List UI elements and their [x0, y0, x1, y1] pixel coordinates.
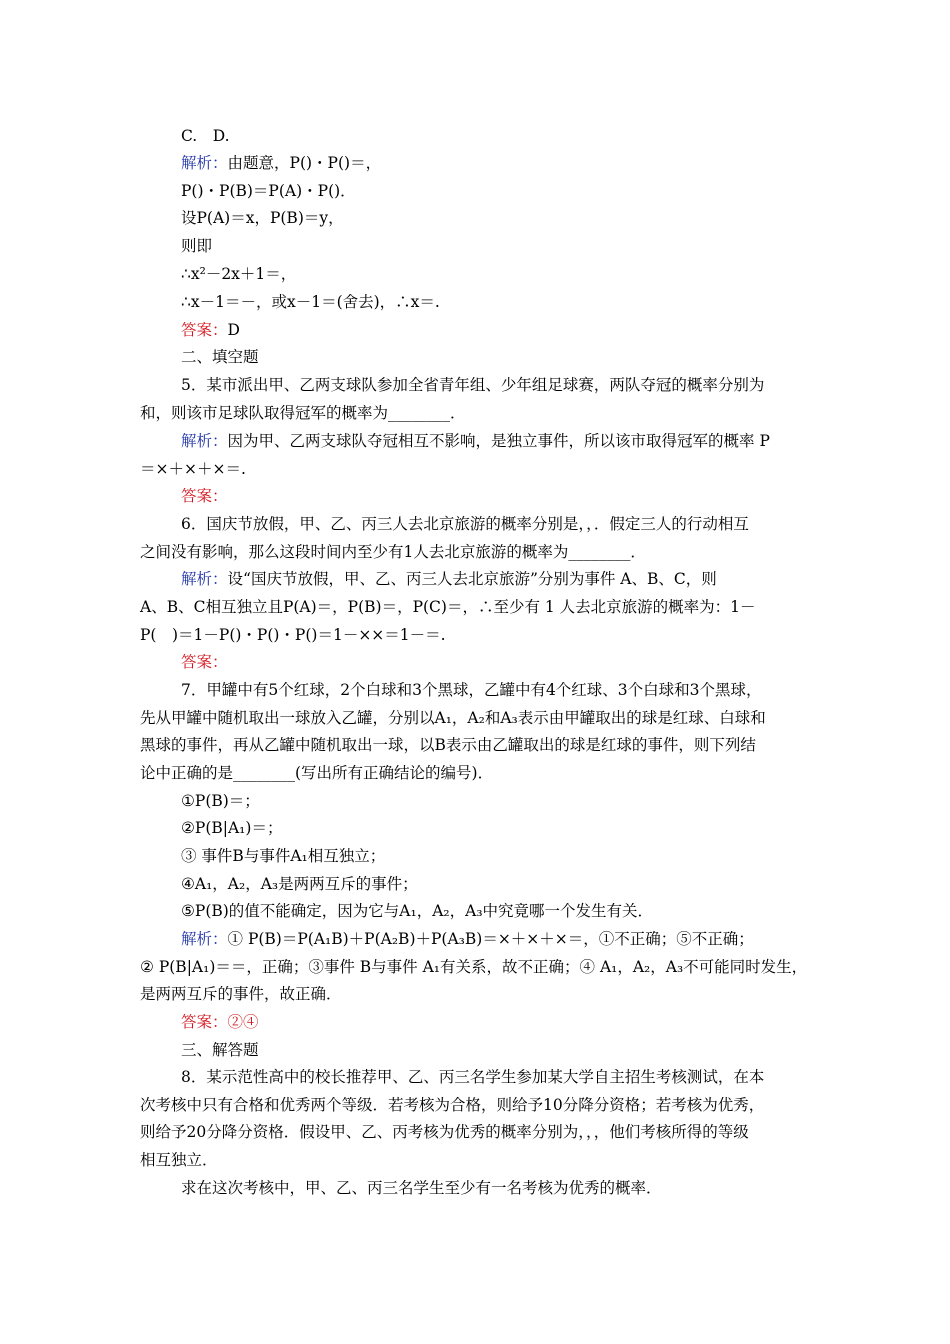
q8-stem-line-4: 相互独立． [140, 1151, 218, 1169]
q6-stem-line-1: 6．国庆节放假，甲、乙、丙三人去北京旅游的概率分别是，，．假定三人的行动相互 [181, 515, 749, 533]
q4-solution-line-2: P()・P(B)＝P(A)・P()． [181, 182, 356, 200]
q7-option-2: ②P(B|A₁)＝； [181, 819, 283, 837]
q4-solution-line-3: 设P(A)＝x，P(B)＝y， [181, 209, 344, 227]
q4-solution-line-4: 则即 [181, 237, 213, 255]
q7-answer: 答案：②④ [181, 1013, 259, 1031]
q7-stem-line-2: 先从甲罐中随机取出一球放入乙罐，分别以A₁，A₂和A₃表示由甲罐取出的球是红球、白球和 [140, 709, 766, 727]
q7-option-3: ③ 事件B与事件A₁相互独立； [181, 847, 386, 865]
q4-solution-line-6: ∴x－1＝－，或x－1＝(舍去)，∴x＝. [181, 293, 440, 311]
q8-stem-line-2: 次考核中只有合格和优秀两个等级．若考核为合格，则给予10分降分资格；若考核为优秀， [140, 1096, 765, 1114]
q5-stem-line-1: 5．某市派出甲、乙两支球队参加全省青年组、少年组足球赛，两队夺冠的概率分别为 [181, 376, 765, 394]
q5-stem-line-2: 和，则该市足球队取得冠军的概率为________． [140, 404, 466, 422]
q7-option-4: ④A₁，A₂，A₃是两两互斥的事件； [181, 875, 418, 893]
q5-solution-line-2: ＝×＋×＋×＝. [140, 460, 246, 478]
solution-label: 解析： [181, 930, 228, 948]
answer-label: 答案： [181, 1013, 228, 1031]
answer-label: 答案： [181, 321, 228, 339]
q8-stem-line-5: 求在这次考核中，甲、乙、丙三名学生至少有一名考核为优秀的概率． [181, 1179, 662, 1197]
q4-answer: 答案：D [181, 321, 240, 339]
q6-stem-line-2: 之间没有影响，那么这段时间内至少有1人去北京旅游的概率为________． [140, 543, 646, 561]
q8-stem-line-3: 则给予20分降分资格．假设甲、乙、丙考核为优秀的概率分别为，，，他们考核所得的等级 [140, 1123, 749, 1141]
q7-option-5: ⑤P(B)的值不能确定，因为它与A₁，A₂，A₃中究竟哪一个发生有关． [181, 902, 654, 920]
q6-answer-label: 答案： [181, 653, 228, 671]
q7-solution-line-3: 是两两互斥的事件，故正确． [140, 985, 342, 1003]
solution-label: 解析： [181, 570, 228, 588]
section-heading-fill-blank: 二、填空题 [181, 348, 259, 366]
solution-label: 解析： [181, 432, 228, 450]
q6-solution-line-2: A、B、C相互独立且P(A)＝，P(B)＝，P(C)＝，∴至少有 1 人去北京旅游的概率为：1－ [140, 598, 756, 616]
section-heading-solution: 三、解答题 [181, 1041, 259, 1059]
q6-solution-line-3: P( )＝1－P()・P()・P()＝1－××＝1－＝. [140, 626, 446, 644]
q7-stem-line-3: 黑球的事件，再从乙罐中随机取出一球，以B表示由乙罐取出的球是红球的事件，则下列结 [140, 736, 756, 754]
q4-solution-line-5: ∴x²－2x＋1＝， [181, 265, 297, 283]
solution-label: 解析： [181, 154, 228, 172]
q5-answer-label: 答案： [181, 487, 228, 505]
q5-solution-line-1: 解析：因为甲、乙两支球队夺冠相互不影响，是独立事件，所以该市取得冠军的概率 P [181, 432, 770, 450]
q6-solution-line-1: 解析：设“国庆节放假，甲、乙、丙三人去北京旅游”分别为事件 A、B、C，则 [181, 570, 717, 588]
q7-stem-line-4: 论中正确的是________(写出所有正确结论的编号)． [140, 764, 494, 782]
q7-option-1: ①P(B)＝； [181, 792, 260, 810]
q8-stem-line-1: 8．某示范性高中的校长推荐甲、乙、丙三名学生参加某大学自主招生考核测试，在本 [181, 1068, 765, 1086]
q7-solution-line-2: ② P(B|A₁)＝＝，正确；③事件 B与事件 A₁有关系，故不正确；④ A₁，A₂，A₃不可能同时发生， [140, 958, 808, 976]
q7-stem-line-1: 7．甲罐中有5个红球，2个白球和3个黑球，乙罐中有4个红球、3个白球和3个黑球， [181, 681, 762, 699]
q4-solution-line-1: 解析：由题意，P()・P()＝， [181, 154, 382, 172]
q7-solution-line-1: 解析：① P(B)＝P(A₁B)＋P(A₂B)＋P(A₃B)＝×＋×＋×＝，①不正确；⑤不正确； [181, 930, 754, 948]
q4-options: C. D. [181, 127, 230, 145]
